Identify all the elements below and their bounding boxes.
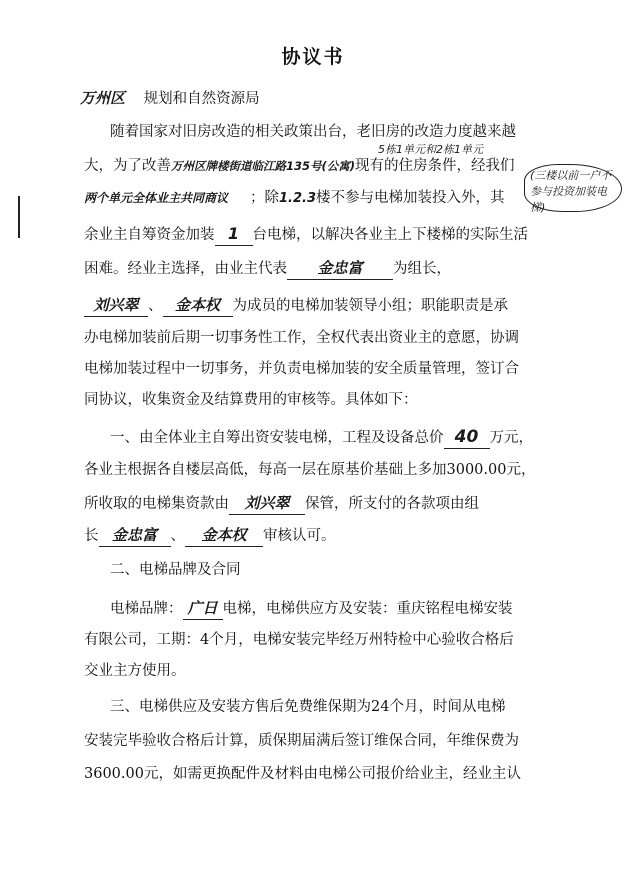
para1-line2 [84,156,544,176]
sec1-handwritten-approver2: 金本权 [201,526,247,544]
sec3-text-3: 3600.00元，如需更换配件及材料由电梯公司报价给业主，经业主认 [84,766,521,782]
sec3-line3 [84,764,544,784]
sec3-line1 [110,697,570,717]
sec1-line4: 长 金忠富 、 金本权 审核认可。 [84,525,544,547]
sec1-text-3b: 保管，所支付的各款项由组 [305,496,479,512]
addressee-line [80,88,540,109]
sec1-handwritten-approver1: 金忠富 [111,526,157,544]
para1-handwritten-floors: 1.2.3 [279,191,317,206]
para1-text-5a: 困难。经业主选择，由业主代表 [84,261,287,277]
para1-line1 [110,122,570,142]
sec1-handwritten-keeper: 刘兴翠 [244,494,290,512]
sec2-line1 [110,598,570,620]
para1-line6: 刘兴翠 、 金本权 为成员的电梯加装领导小组；职能职责是承 [84,295,544,317]
para1-text-7: 办电梯加装前后期一切事务性工作，全权代表出资业主的意愿，协调 [84,330,519,346]
para1-handwritten-leader: 金忠富 [317,259,363,277]
para1-line9 [84,390,544,410]
sec2-text-2: 有限公司，工期：4个月，电梯安装完毕经万州特检中心验收合格后 [84,632,514,648]
para1-text-6: 为成员的电梯加装领导小组；职能职责是承 [232,298,508,314]
sec1-text-2: 各业主根据各自楼层高低，每高一层在原基价基础上多加3000.00元， [84,462,536,478]
sec1-line2 [84,460,544,480]
sec2-text-1a: 电梯品牌： [110,601,183,617]
para1-handwritten-count: 1 [227,224,240,243]
para1-handwritten-address: 万州区牌楼街道临江路135号(公寓) [171,159,356,173]
para1-text-4a: 余业主自筹资金加装 [84,227,215,243]
sec3-line2 [84,731,544,751]
addressee-handwritten: 万州区 [80,89,126,107]
para1-handwritten-member1: 刘兴翠 [93,296,139,314]
sec2-handwritten-brand: 广日 [187,599,218,617]
sec3-text-2: 安装完毕验收合格后计算，质保期届满后签订维保合同，年维保费为 [84,733,519,749]
page-title: 协议书 [281,46,345,68]
sec1-text-1b: 万元， [489,430,533,446]
para1-handwritten-note-top: 5栋1单元和2栋1单元 [378,143,483,156]
sec2-text-1b: 电梯，电梯供应方及安装：重庆铭程电梯安装 [222,601,513,617]
sec1-line3 [84,493,544,515]
sec1-handwritten-total: 40 [454,427,479,447]
para1-line4 [84,224,544,246]
para1-handwritten-member2: 金本权 [174,296,220,314]
sec2-line3 [84,661,544,681]
sec1-text-1a: 一、由全体业主自筹出资安装电梯，工程及设备总价 [110,430,444,446]
para1-text-8: 电梯加装过程中一切事务，并负责电梯加装的安全质量管理，签订合 [84,361,519,377]
para1-text-1: 随着国家对旧房改造的相关政策出台，老旧房的改造力度越来越 [110,124,516,140]
sec1-text-4b: 审核认可。 [263,528,336,544]
para1-text-9: 同协议，收集资金及结算费用的审核等。具体如下： [84,392,418,408]
para1-line8 [84,359,544,379]
sec3-text-1: 三、电梯供应及安装方售后免费维保期为24个月，时间从电梯 [110,699,506,715]
sec2-heading: 二、电梯品牌及合同 [110,562,241,578]
margin-pen-mark [18,196,20,238]
addressee-printed: 规划和自然资源局 [143,91,260,107]
sec2-text-3: 交业主方使用。 [84,663,186,679]
para1-text-3a: ；除 [250,190,280,206]
para1-line7 [84,328,544,348]
para1-line3 [84,188,544,209]
para1-text-4b: 台电梯，以解决各业主上下楼梯的实际生活 [252,227,528,243]
para1-text-3b: 楼不参与电梯加装投入外，其 [316,190,505,206]
para1-text-5b: 为组长， [393,261,451,277]
para1-handwritten-note-right: (三楼以前一户不参与投资加装电梯) [530,169,612,214]
sec1-text-3a: 所收取的电梯集资款由 [84,496,229,512]
sec1-text-4a: 长 [84,528,99,544]
para1-text-2b: 现有的住房条件，经我们 [355,158,515,174]
para1-text-2a: 大，为了改善 [84,158,171,174]
sec2-line2 [84,630,544,650]
sec1-line1 [110,427,570,449]
para1-handwritten-units: 两个单元全体业主共同商议 [84,191,229,205]
para1-line5 [84,258,544,280]
